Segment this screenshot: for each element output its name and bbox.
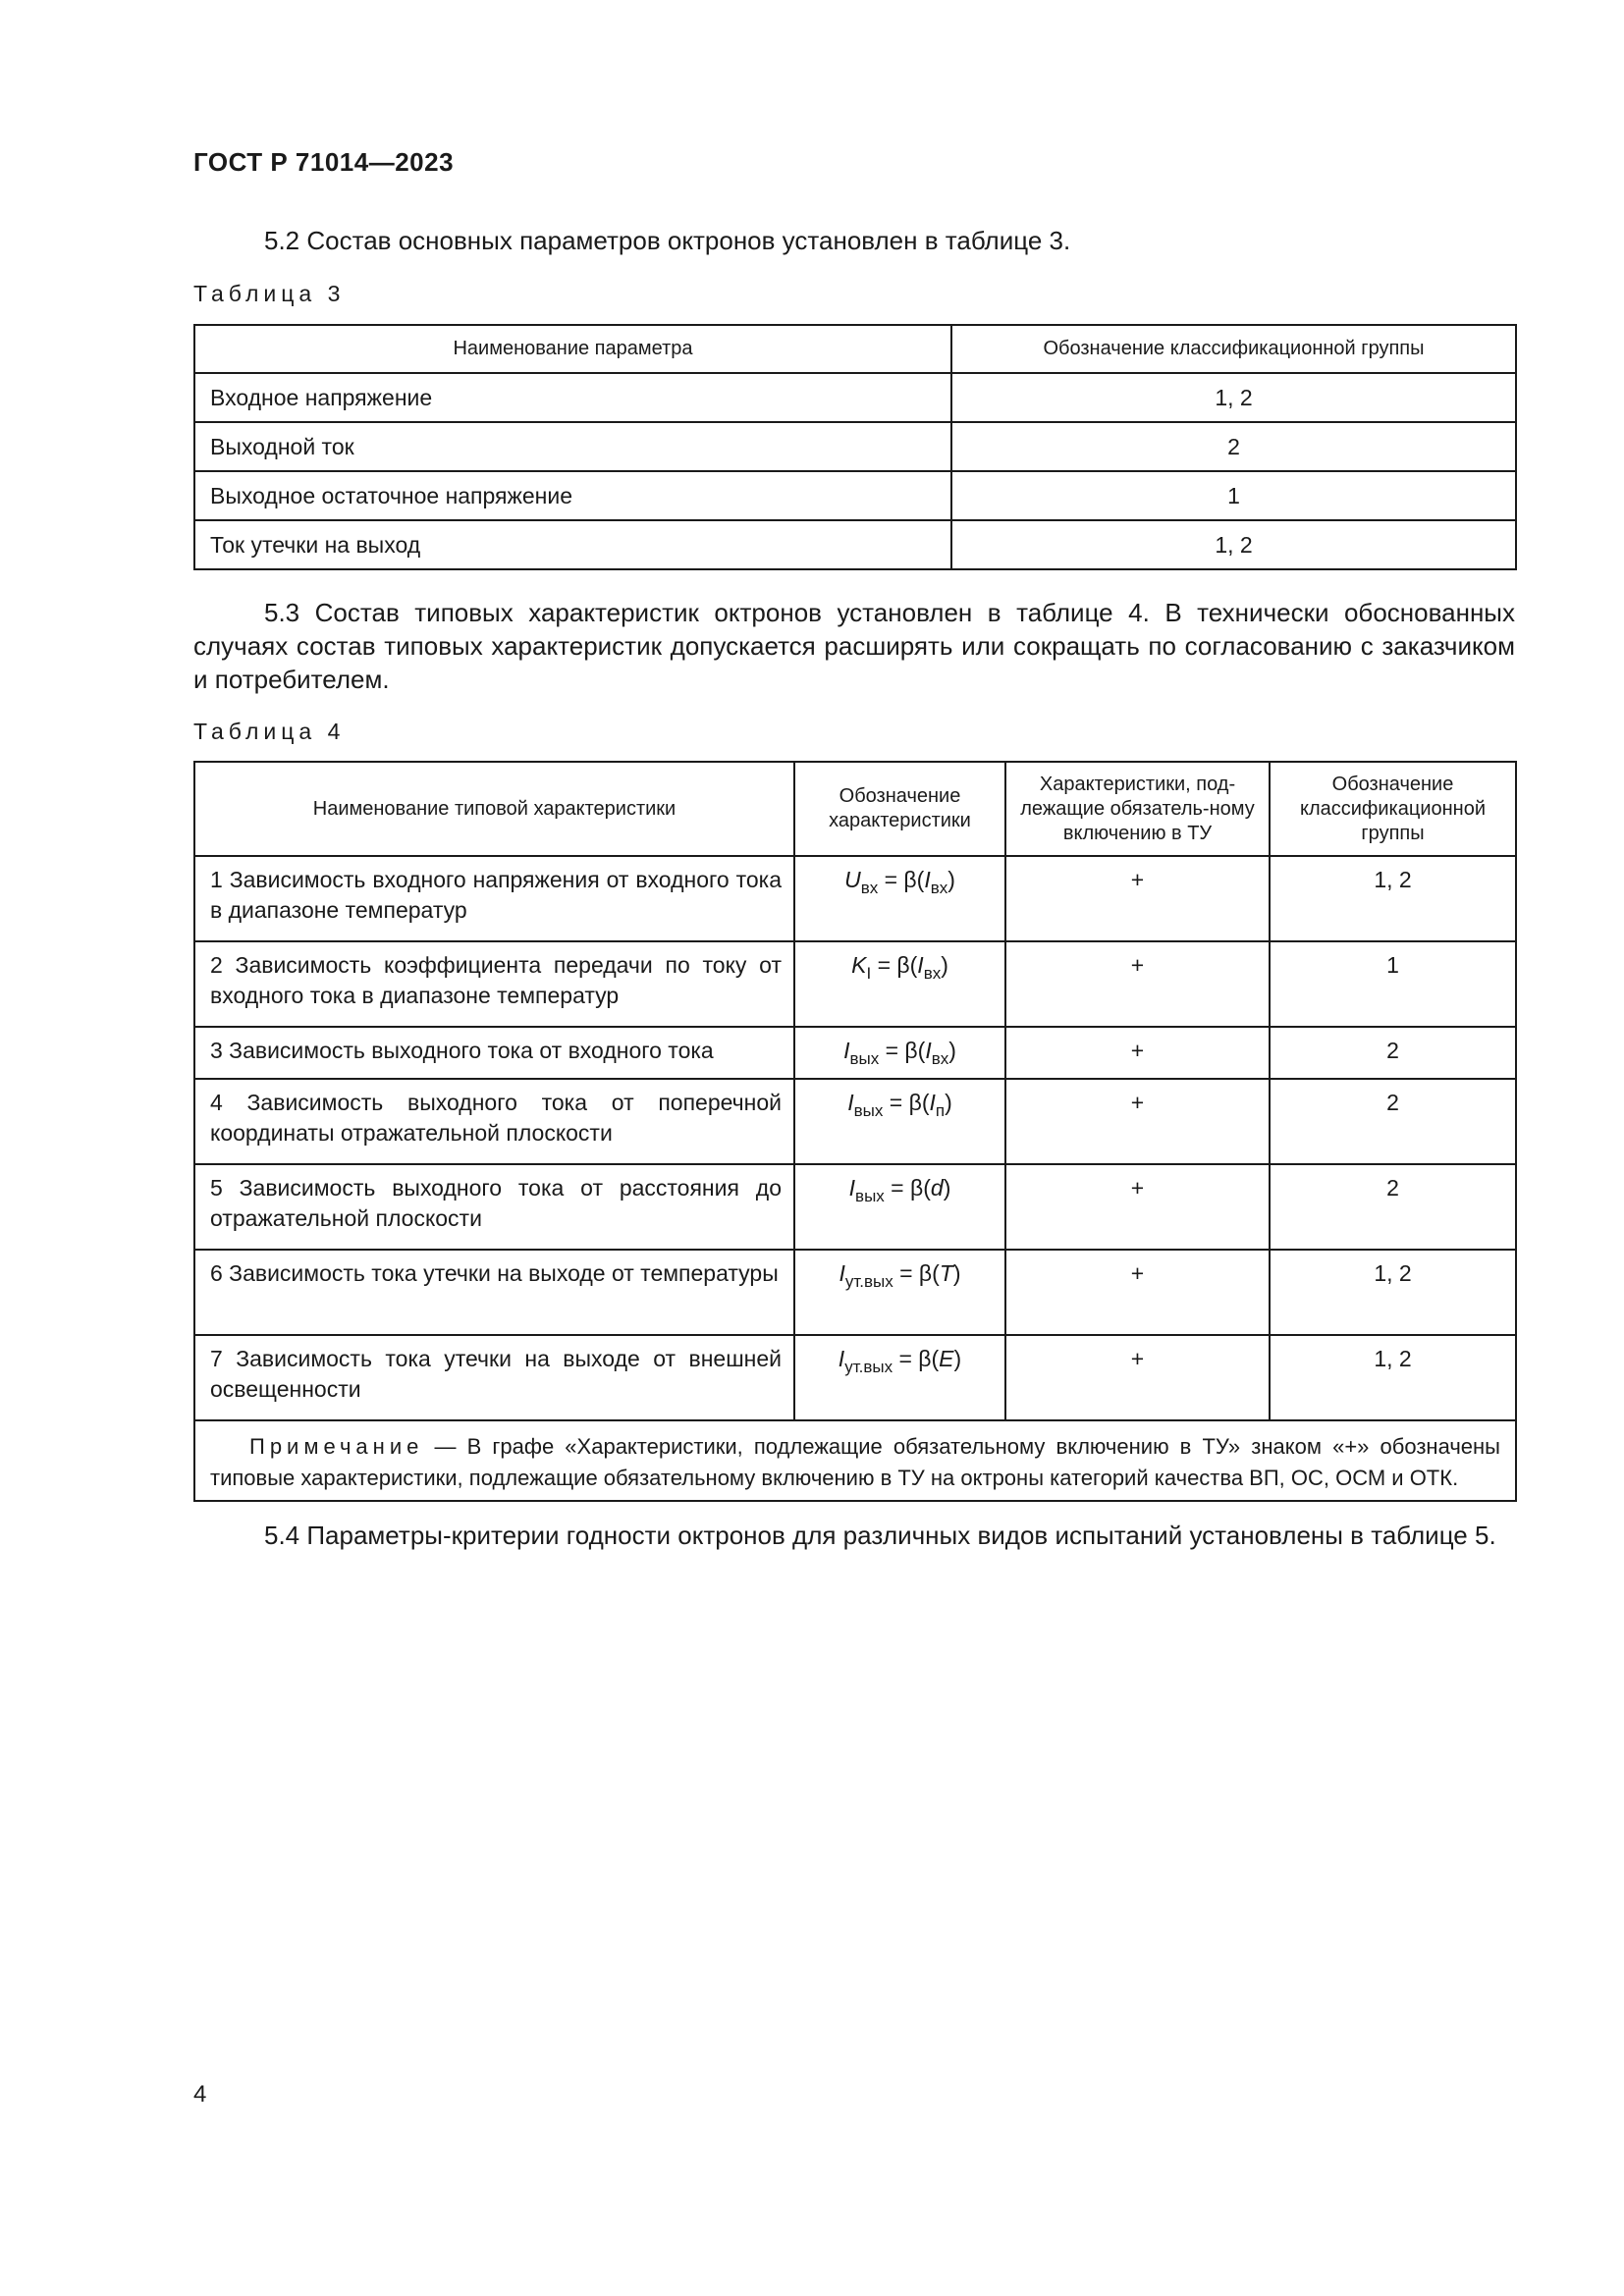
table-4 (193, 761, 1517, 1502)
table3-cell-name: Входное напряжение (194, 373, 951, 422)
note-text: — В графе «Характеристики, подлежащие обязательному включению в ТУ» знаком «+» обозначены типовые характеристики, подлежащие обязательному включению в ТУ на октроны категорий качества ВП, ОС, ОСМ и ОТК. (210, 1434, 1500, 1490)
symbol-main: I (847, 1090, 854, 1115)
table4-cell-group: 2 (1270, 1079, 1516, 1164)
symbol-subscript: вых (855, 1187, 885, 1205)
table4-cell-name: 4 Зависимость выходного тока от поперечной координаты отражательной плоскости (194, 1079, 794, 1164)
symbol-argument: I (924, 867, 931, 892)
symbol-subscript: I (866, 964, 872, 983)
symbol-argument: I (917, 952, 924, 978)
table3-header-name: Наименование параметра (194, 325, 951, 373)
paragraph-5-3-text: 5.3 Состав типовых характеристик октронов установлен в таблице 4. В технически обоснованных случаях состав типовых характеристик допускается расширять или сокращать по согласованию с заказчиком и потребителем. (193, 598, 1515, 694)
table3-cell-group: 2 (951, 422, 1516, 471)
standard-header: ГОСТ Р 71014—2023 (193, 147, 455, 177)
table4-cell-mandatory: + (1005, 1335, 1270, 1420)
table4-note-row (194, 1420, 1516, 1501)
table3-cell-group: 1, 2 (951, 373, 1516, 422)
symbol-argument: E (939, 1346, 954, 1371)
paragraph-5-4-text: 5.4 Параметры-критерии годности октронов для различных видов испытаний установлены в таблице 5. (264, 1521, 1496, 1550)
table4-cell-symbol: $I_{вых} = \beta(I_{вх})$ (794, 1027, 1005, 1079)
table4-cell-mandatory: + (1005, 1079, 1270, 1164)
table4-row (194, 941, 1516, 1027)
table3-row (194, 373, 1516, 422)
symbol-main: I (838, 1346, 845, 1371)
symbol-main: I (843, 1038, 850, 1063)
table3-caption: Таблица 3 (193, 281, 346, 306)
table3-cell-name: Ток утечки на выход (194, 520, 951, 569)
paragraph-5-2: 5.2 Состав основных параметров октронов установлен в таблице 3. (264, 226, 1071, 255)
table3-header-group: Обозначение классификационной группы (951, 325, 1516, 373)
table4-header-mandatory: Характеристики, под-лежащие обязатель-ному включению в ТУ (1005, 762, 1270, 856)
table3-cell-group: 1 (951, 471, 1516, 520)
table4-cell-group: 1, 2 (1270, 1250, 1516, 1335)
table4-cell-mandatory: + (1005, 1250, 1270, 1335)
table4-row (194, 1164, 1516, 1250)
table3-row (194, 520, 1516, 569)
symbol-argument: I (929, 1090, 936, 1115)
table4-cell-group: 1, 2 (1270, 1335, 1516, 1420)
table4-row (194, 1335, 1516, 1420)
table4-cell-mandatory: + (1005, 941, 1270, 1027)
table3-header-row (194, 325, 1516, 373)
table-3 (193, 324, 1517, 570)
table4-cell-mandatory: + (1005, 1027, 1270, 1079)
symbol-argument-subscript: вх (931, 1049, 949, 1068)
symbol-main: K (851, 952, 867, 978)
table3-cell-group: 1, 2 (951, 520, 1516, 569)
symbol-main: U (844, 867, 861, 892)
table4-row (194, 1027, 1516, 1079)
table3-row (194, 471, 1516, 520)
table4-cell-name: 1 Зависимость входного напряжения от входного тока в диапазоне температур (194, 856, 794, 941)
table4-cell-mandatory: + (1005, 1164, 1270, 1250)
symbol-subscript: вых (849, 1049, 880, 1068)
table4-cell-group: 2 (1270, 1164, 1516, 1250)
table4-cell-name: 6 Зависимость тока утечки на выходе от температуры (194, 1250, 794, 1335)
table4-cell-group: 2 (1270, 1027, 1516, 1079)
table3-row (194, 422, 1516, 471)
table4-header-symbol: Обозначение характеристики (794, 762, 1005, 856)
table4-cell-name: 2 Зависимость коэффициента передачи по току от входного тока в диапазоне температур (194, 941, 794, 1027)
table4-cell-symbol: $I_{ут.вых} = \beta(E)$ (794, 1335, 1005, 1420)
table4-note (194, 1420, 1516, 1501)
table4-row (194, 1079, 1516, 1164)
symbol-argument: T (939, 1260, 953, 1286)
paragraph-5-4 (193, 1519, 1515, 1552)
table4-cell-symbol: $I_{ут.вых} = \beta(T)$ (794, 1250, 1005, 1335)
table4-cell-group: 1 (1270, 941, 1516, 1027)
symbol-argument-subscript: п (935, 1101, 946, 1120)
symbol-subscript: вых (853, 1101, 884, 1120)
table4-header-row (194, 762, 1516, 856)
table4-cell-name: 7 Зависимость тока утечки на выходе от внешней освещенности (194, 1335, 794, 1420)
symbol-subscript: вх (860, 879, 879, 897)
symbol-argument-subscript: вх (923, 964, 942, 983)
page-number: 4 (193, 2081, 207, 2108)
table4-caption: Таблица 4 (193, 719, 346, 744)
symbol-argument: d (930, 1175, 944, 1201)
note-label: Примечание (249, 1434, 424, 1459)
table3-cell-name: Выходной ток (194, 422, 951, 471)
table4-cell-symbol: $U_{вх} = \beta(I_{вх})$ (794, 856, 1005, 941)
symbol-main: I (839, 1260, 845, 1286)
symbol-argument-subscript: вх (930, 879, 948, 897)
symbol-main: I (848, 1175, 856, 1201)
table4-cell-symbol: $I_{вых} = \beta(d)$ (794, 1164, 1005, 1250)
table3-cell-name: Выходное остаточное напряжение (194, 471, 951, 520)
table4-cell-name: 3 Зависимость выходного тока от входного тока (194, 1027, 794, 1079)
table4-header-group: Обозначение классификационной группы (1270, 762, 1516, 856)
symbol-argument: I (925, 1038, 932, 1063)
table4-header-name: Наименование типовой характеристики (194, 762, 794, 856)
table4-row (194, 856, 1516, 941)
table4-cell-name: 5 Зависимость выходного тока от расстояния до отражательной плоскости (194, 1164, 794, 1250)
table4-cell-symbol: $K_I = \beta(I_{вх})$ (794, 941, 1005, 1027)
symbol-subscript: ут.вых (844, 1272, 893, 1291)
table4-cell-mandatory: + (1005, 856, 1270, 941)
paragraph-5-3 (193, 596, 1515, 696)
table4-row (194, 1250, 1516, 1335)
table4-cell-symbol: $I_{вых} = \beta(I_п)$ (794, 1079, 1005, 1164)
symbol-subscript: ут.вых (844, 1358, 893, 1376)
table4-cell-group: 1, 2 (1270, 856, 1516, 941)
